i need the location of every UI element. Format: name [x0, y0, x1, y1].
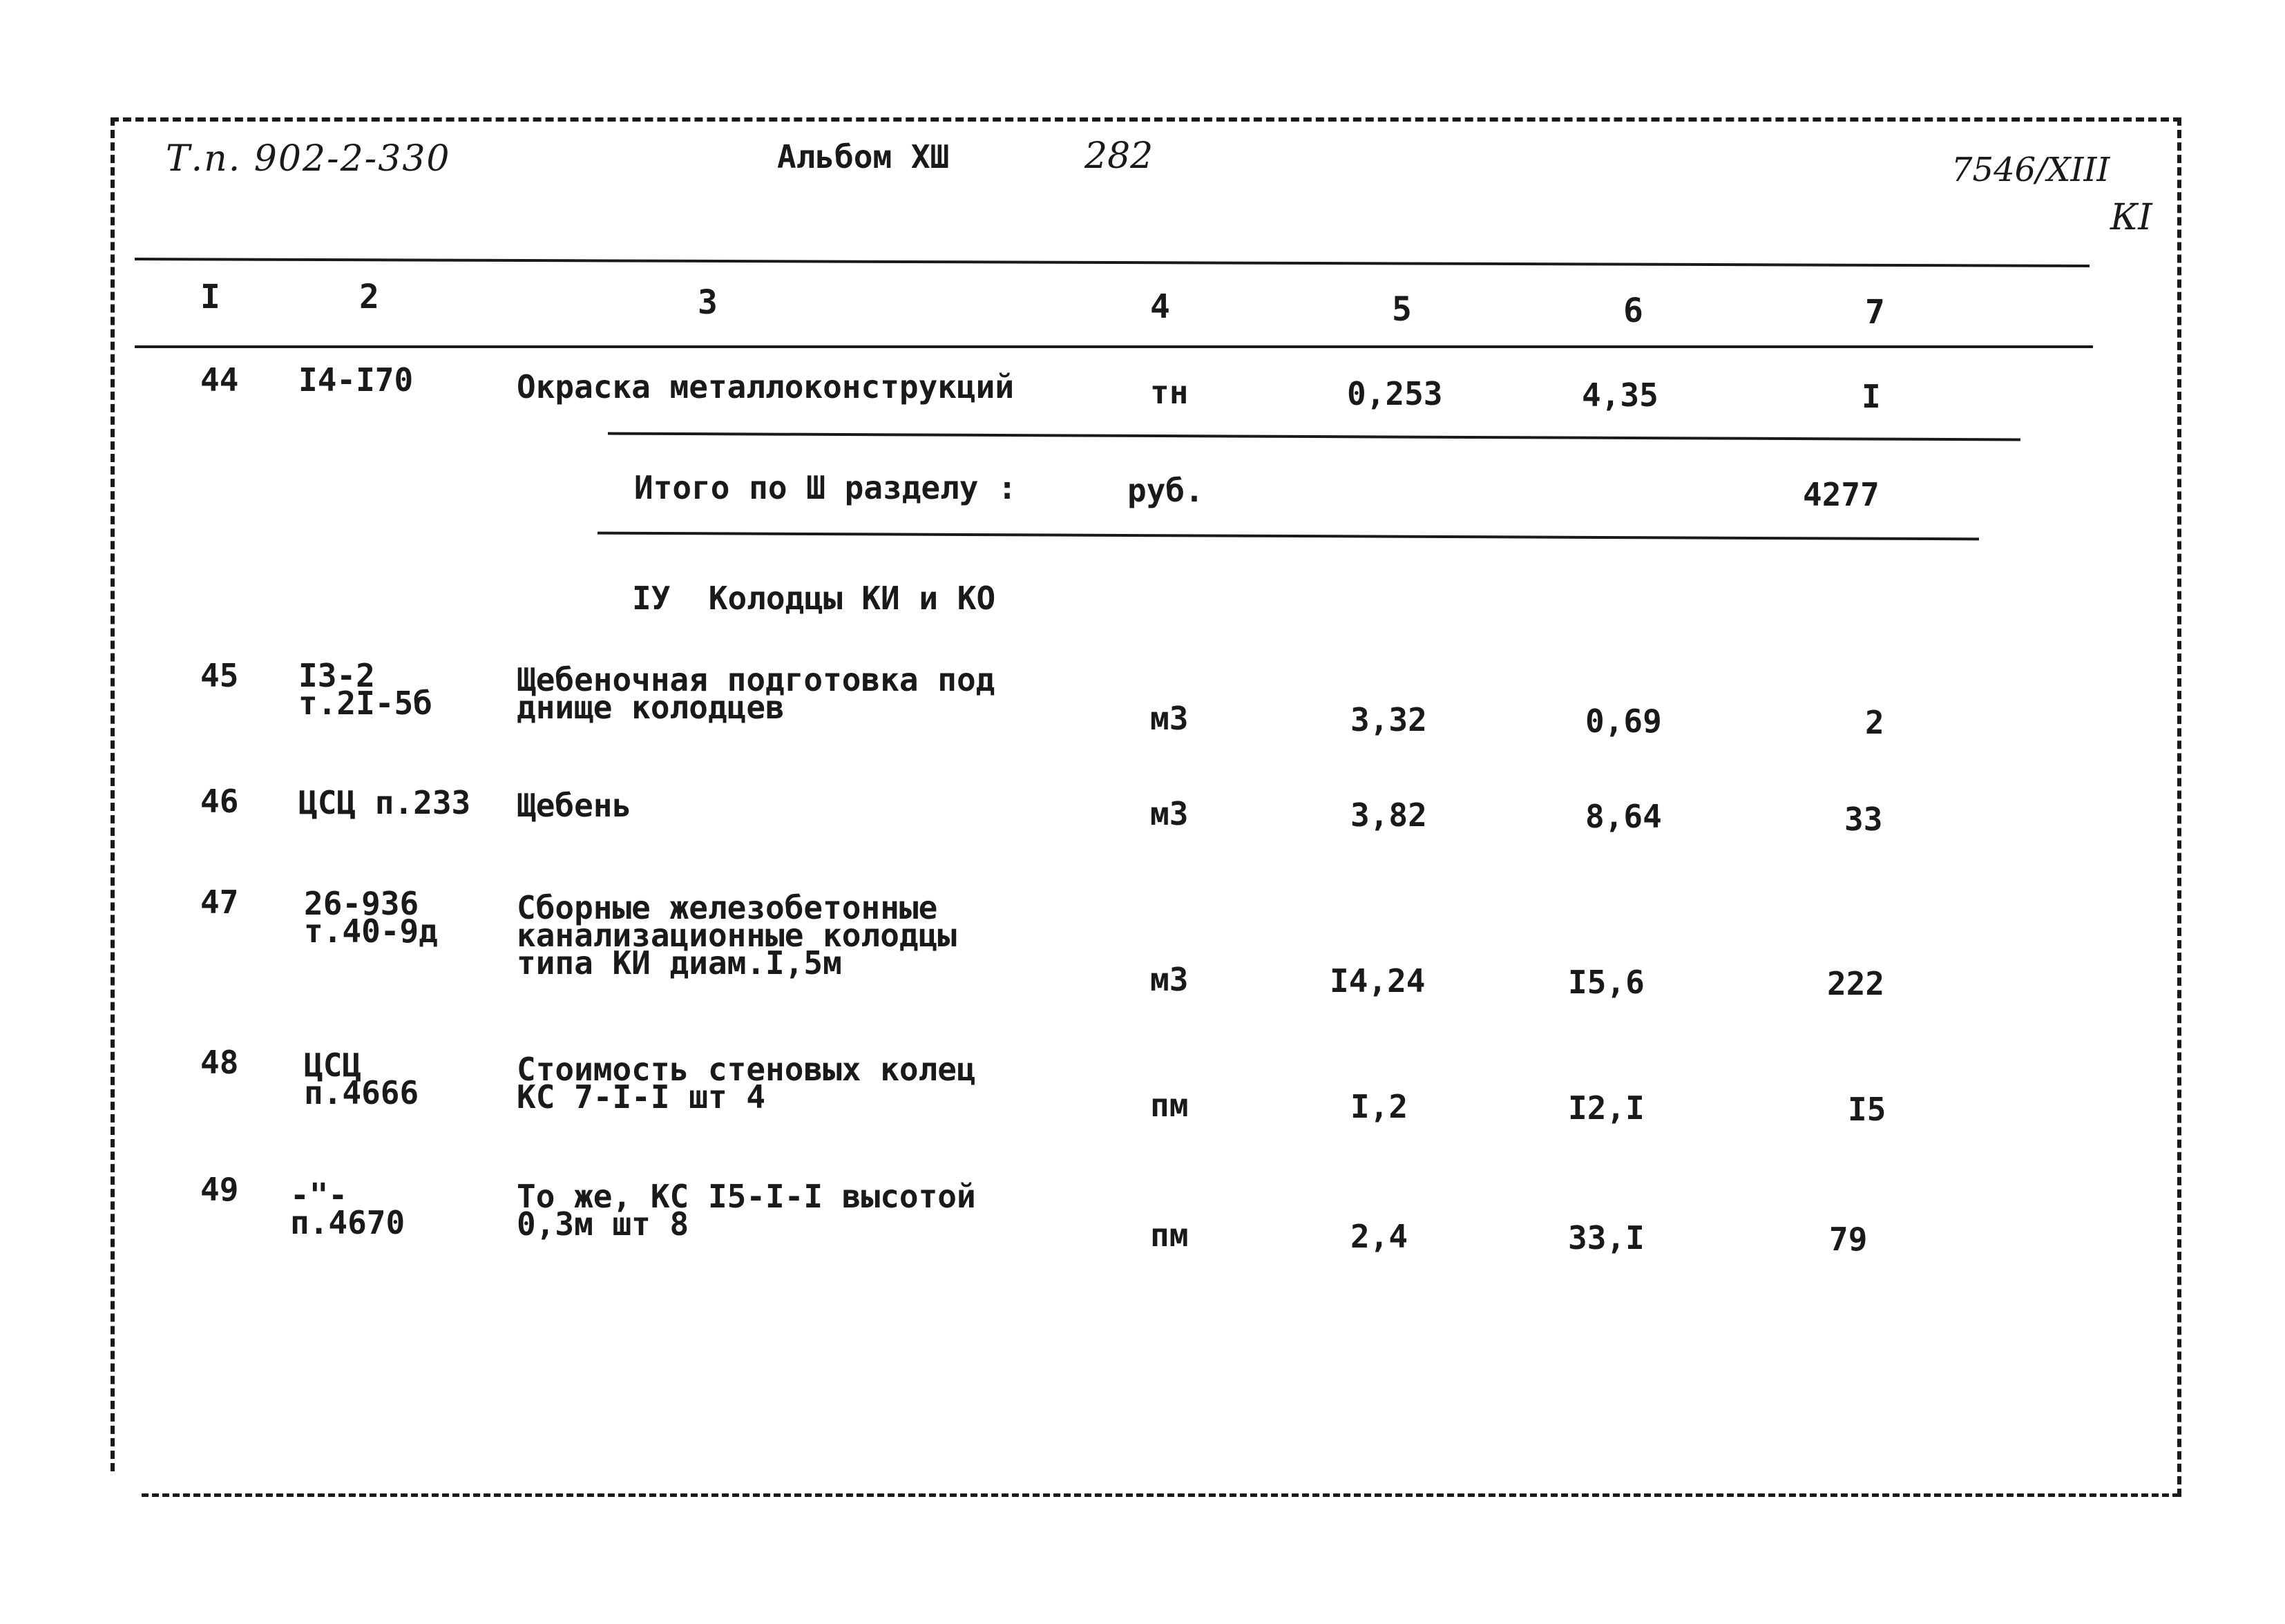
table-top-rule — [135, 258, 2090, 267]
column-number-1: I — [200, 278, 220, 316]
row-unit: пм — [1150, 1087, 1189, 1124]
row-number: 49 — [200, 1171, 239, 1208]
row-total: 79 — [1829, 1221, 1868, 1258]
row-price: 33,I — [1568, 1219, 1645, 1257]
column-number-2: 2 — [359, 278, 379, 316]
row-number: 44 — [200, 361, 239, 399]
row-total: 2 — [1865, 704, 1884, 741]
row-code: -"- п.4670 — [290, 1176, 405, 1241]
page-number: 282 — [1084, 135, 1154, 177]
row-number: 47 — [200, 883, 239, 921]
row-quantity: 3,32 — [1350, 701, 1427, 738]
row-total: 222 — [1827, 965, 1885, 1002]
column-number-4: 4 — [1150, 287, 1170, 326]
column-number-7: 7 — [1865, 293, 1885, 332]
row-code: I4-I70 — [298, 361, 414, 399]
row-number: 45 — [200, 657, 239, 694]
row-name: Щебень — [517, 787, 632, 824]
row-name: Щебеночная подготовка под днище колодцев — [517, 661, 995, 726]
column-number-6: 6 — [1623, 292, 1643, 330]
row-price: 4,35 — [1582, 376, 1658, 414]
column-header-rule — [135, 345, 2093, 348]
row-total: I — [1862, 378, 1881, 415]
row-price: 8,64 — [1585, 798, 1662, 835]
row-unit: м3 — [1150, 961, 1189, 998]
row-quantity: I4,24 — [1330, 962, 1426, 1000]
row-quantity: I,2 — [1350, 1088, 1408, 1125]
subtotal-bottom-rule — [597, 532, 1979, 541]
row-total: 33 — [1844, 801, 1883, 838]
frame-border-right — [2177, 117, 2181, 1497]
frame-border-top — [111, 117, 2181, 122]
row-code: 26-936 т.40-9д — [304, 885, 438, 950]
row-unit: тн — [1150, 374, 1189, 411]
row-name: Стоимость стеновых колец КС 7-I-I шт 4 — [517, 1051, 976, 1116]
column-number-3: 3 — [698, 283, 718, 322]
row-price: I5,6 — [1568, 964, 1645, 1001]
row-code: I3-2 т.2I-5б — [298, 657, 432, 722]
frame-border-bottom — [142, 1493, 2179, 1497]
subtotal-label: Итого по Ш разделу : — [634, 469, 1017, 506]
row-unit: пм — [1150, 1216, 1189, 1254]
row-name: Окраска металлоконструкций — [517, 368, 1015, 405]
column-number-5: 5 — [1392, 290, 1412, 329]
album-title: Альбом XШ — [777, 138, 950, 175]
subtotal-top-rule — [608, 432, 2020, 441]
row-unit: м3 — [1150, 795, 1189, 832]
subtotal-value: 4277 — [1803, 476, 1880, 513]
row-quantity: 2,4 — [1350, 1218, 1408, 1255]
row-quantity: 0,253 — [1347, 375, 1443, 412]
row-price: I2,I — [1568, 1089, 1645, 1127]
row-unit: м3 — [1150, 700, 1189, 737]
row-code: ЦСЦ п.233 — [298, 784, 471, 821]
row-quantity: 3,82 — [1350, 796, 1427, 834]
frame-border-left — [111, 117, 115, 1471]
document-code: 7546/XIII — [1951, 151, 2110, 189]
row-number: 46 — [200, 783, 239, 820]
subtotal-unit: руб. — [1127, 472, 1204, 509]
row-price: 0,69 — [1585, 703, 1662, 740]
row-total: I5 — [1848, 1091, 1886, 1128]
row-number: 48 — [200, 1044, 239, 1081]
project-number: Т.п. 902-2-330 — [166, 138, 451, 180]
row-code: ЦСЦ п.4666 — [304, 1047, 419, 1111]
row-name: То же, КС I5-I-I высотой 0,3м шт 8 — [517, 1178, 976, 1243]
row-name: Сборные железобетонные канализационные колодцы типа КИ диам.I,5м — [517, 889, 957, 982]
sheet-mark: КI — [2110, 197, 2152, 238]
section-heading: IУ Колодцы КИ и КО — [632, 580, 996, 617]
